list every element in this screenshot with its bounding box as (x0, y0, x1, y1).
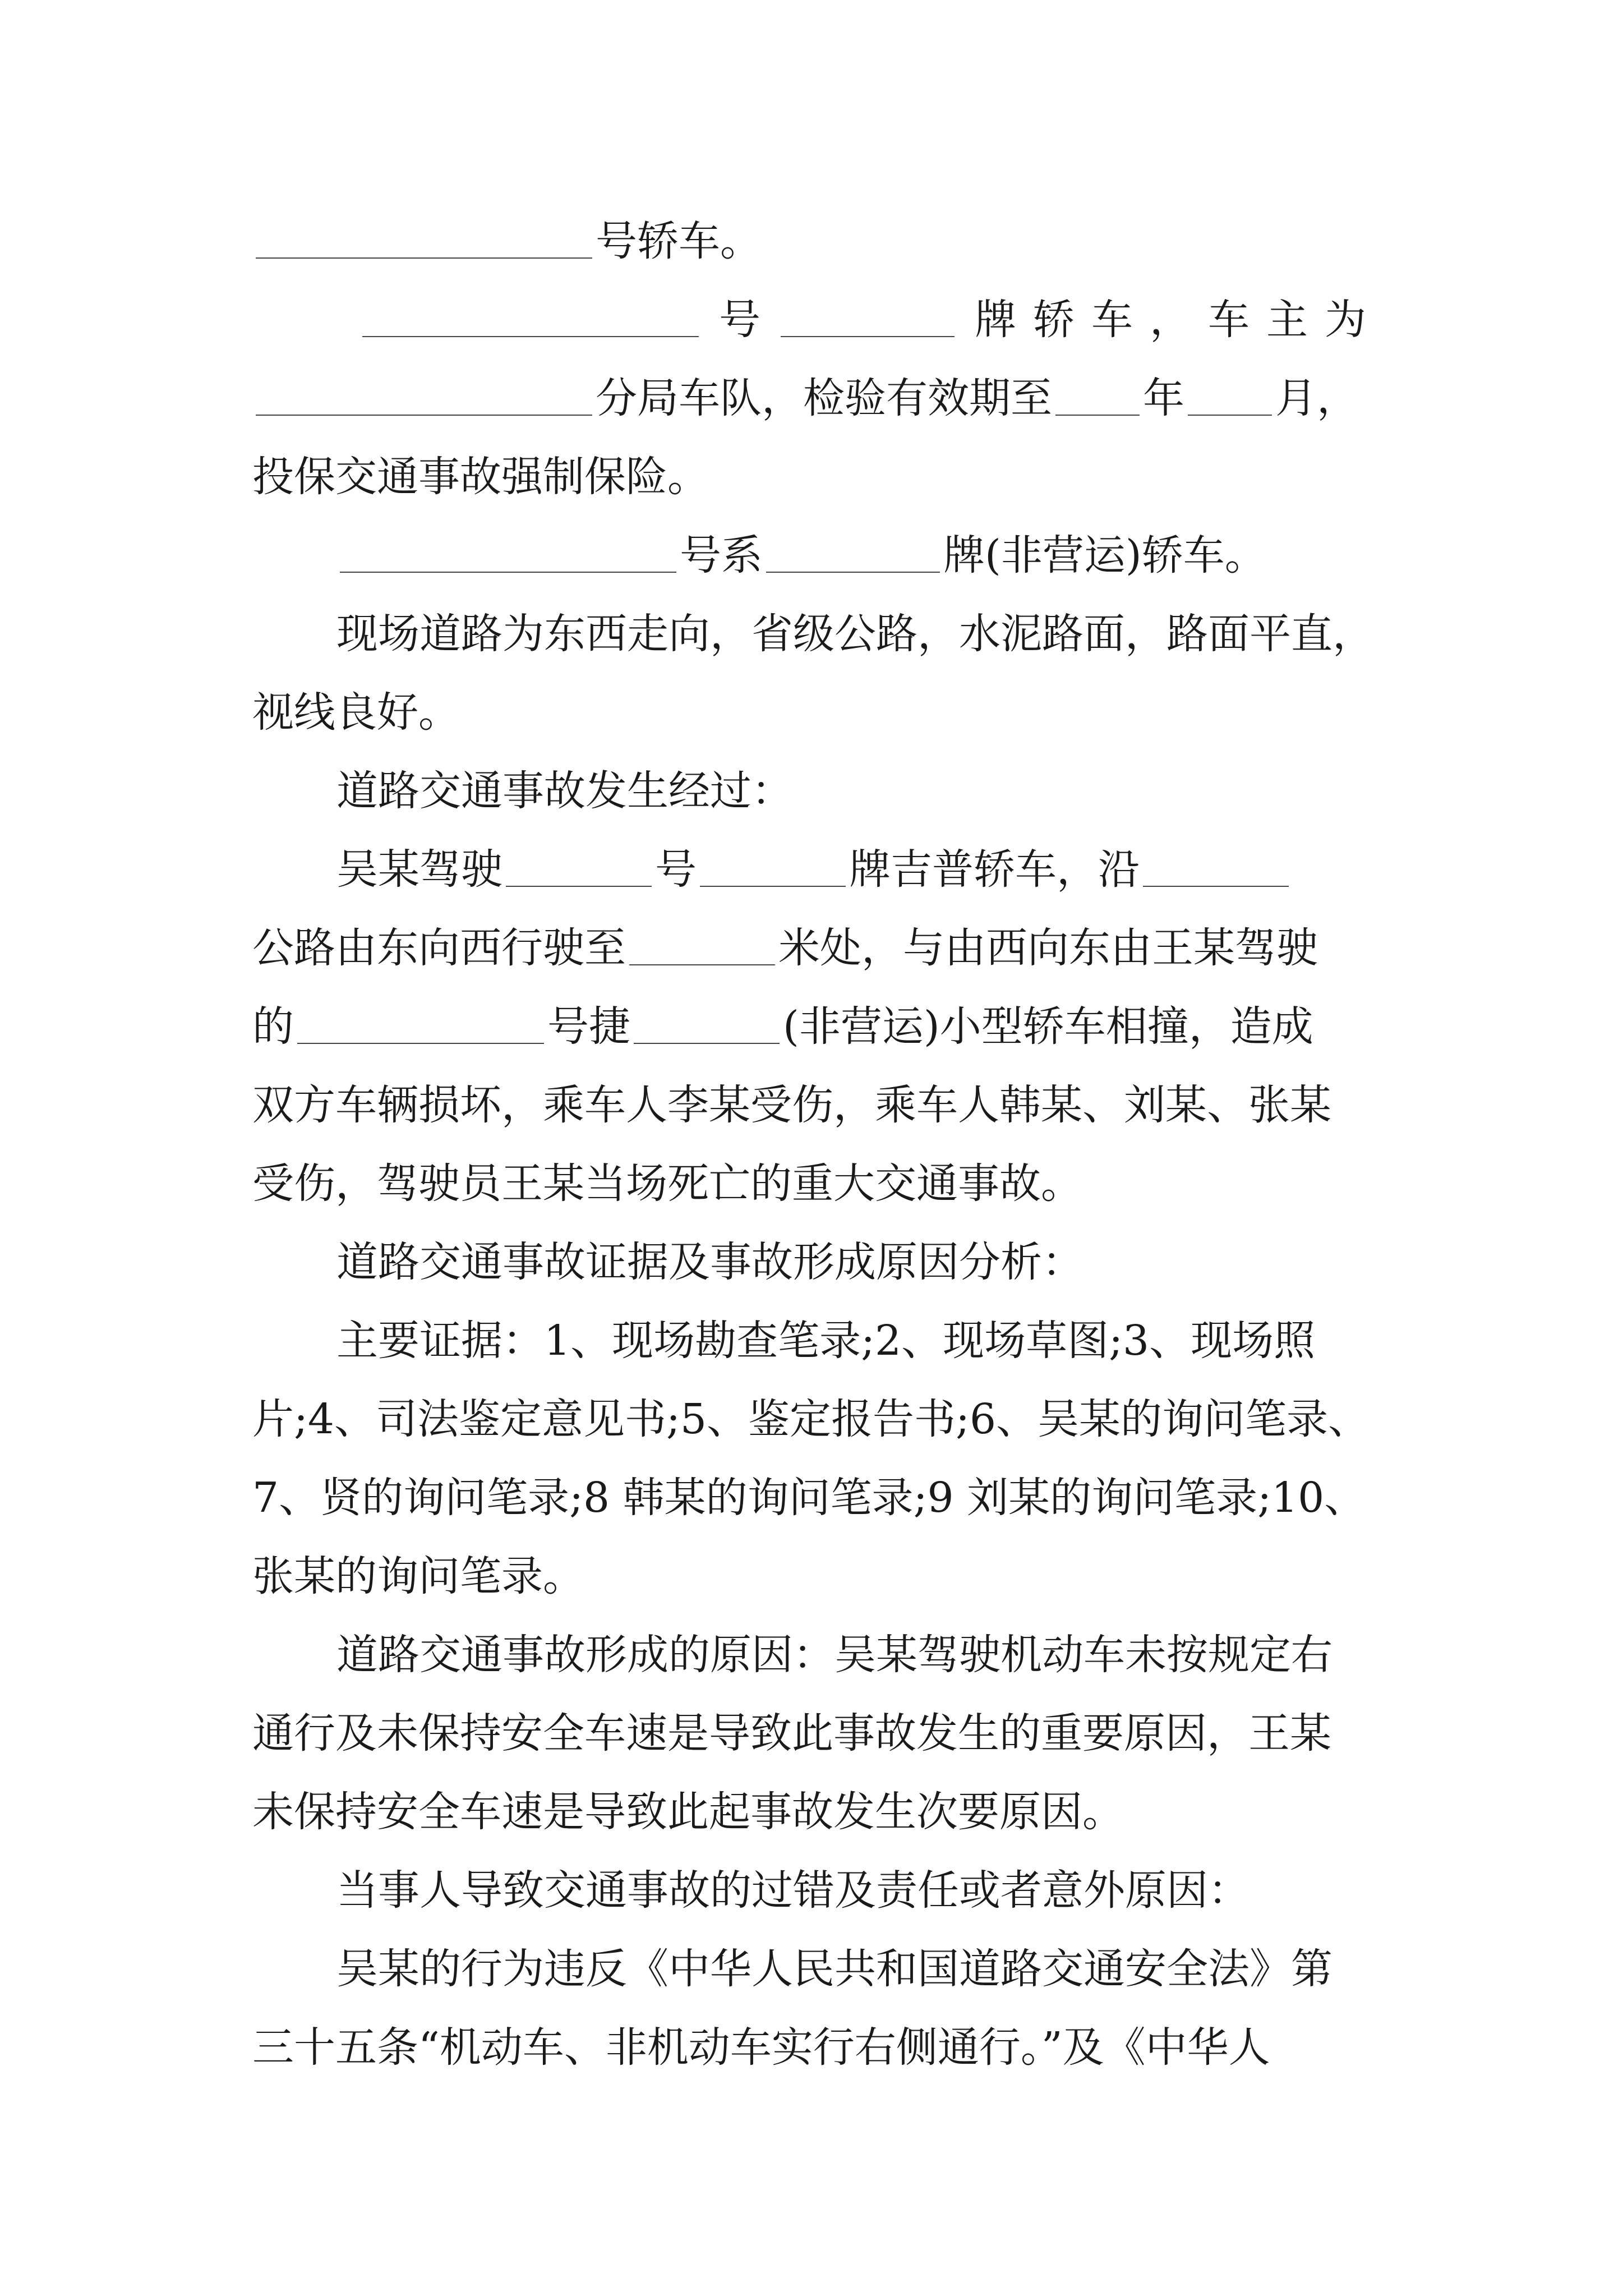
text-line: 号 牌 轿 车 ， 车 主 为 (359, 286, 1391, 353)
paragraph-line: 视线良好。 (252, 688, 460, 737)
fill-in-blank (297, 1043, 544, 1044)
fill-in-blank (634, 1043, 780, 1044)
fill-in-blank (766, 572, 940, 573)
text-line: 投保交通事故强制保险。 (252, 453, 709, 501)
fill-in-blank (256, 257, 592, 259)
text-line: 分局车队，检验有效期至 年 月， (252, 365, 1391, 432)
fill-in-blank (1188, 415, 1272, 416)
paragraph-line: 张某的询问笔录。 (252, 1552, 584, 1600)
fill-in-blank (1055, 415, 1140, 416)
text-line: 号系 牌(非营运)轿车。 (336, 522, 1391, 589)
fill-in-blank (700, 886, 846, 887)
fill-in-blank (1143, 886, 1289, 887)
section-heading: 当事人导致交通事故的过错及责任或者意外原因： (336, 1866, 1249, 1915)
fill-in-blank (362, 336, 699, 337)
paragraph-line: 道路交通事故形成的原因：吴某驾驶机动车未按规定右 (336, 1631, 1332, 1679)
paragraph-line: 吴某的行为违反《中华人民共和国道路交通安全法》第 (336, 1945, 1332, 1993)
paragraph-line: 7、贤的询问笔录;8 韩某的询问笔录;9 刘某的询问笔录;10、 (252, 1474, 1366, 1522)
paragraph-line: 现场道路为东西走向，省级公路，水泥路面，路面平直， (336, 610, 1374, 658)
text-line: 号轿车。 (252, 208, 1391, 275)
paragraph-line: 片;4、司法鉴定意见书;5、鉴定报告书;6、吴某的询问笔录、 (252, 1395, 1370, 1443)
fill-in-blank (506, 886, 652, 887)
text-line: 公路由东向西行驶至 米处，与由西向东由王某驾驶 (252, 924, 1318, 972)
text-line: 吴某驾驶 号 牌吉普轿车，沿 (336, 836, 1391, 903)
paragraph-line: 通行及未保持安全车速是导致此事故发生的重要原因，王某 (252, 1709, 1331, 1757)
section-heading: 道路交通事故证据及事故形成原因分析： (336, 1238, 1083, 1286)
paragraph-line: 主要证据：1、现场勘查笔录;2、现场草图;3、现场照 (336, 1317, 1316, 1365)
fill-in-blank (629, 964, 775, 965)
fill-in-blank (256, 415, 592, 416)
section-heading: 道路交通事故发生经过： (336, 767, 793, 815)
paragraph-line: 未保持安全车速是导致此起事故发生次要原因。 (252, 1788, 1124, 1836)
paragraph-line: 三十五条“机动车、非机动车实行右侧通行。”及《中华人 (252, 2023, 1270, 2072)
fill-in-blank (340, 572, 676, 573)
text-line: 的 号捷 (非营运)小型轿车相撞，造成 (252, 1002, 1313, 1051)
fill-in-blank (781, 336, 955, 337)
paragraph-line: 受伤，驾驶员王某当场死亡的重大交通事故。 (252, 1159, 1082, 1208)
paragraph-line: 双方车辆损坏，乘车人李某受伤，乘车人韩某、刘某、张某 (252, 1081, 1331, 1129)
